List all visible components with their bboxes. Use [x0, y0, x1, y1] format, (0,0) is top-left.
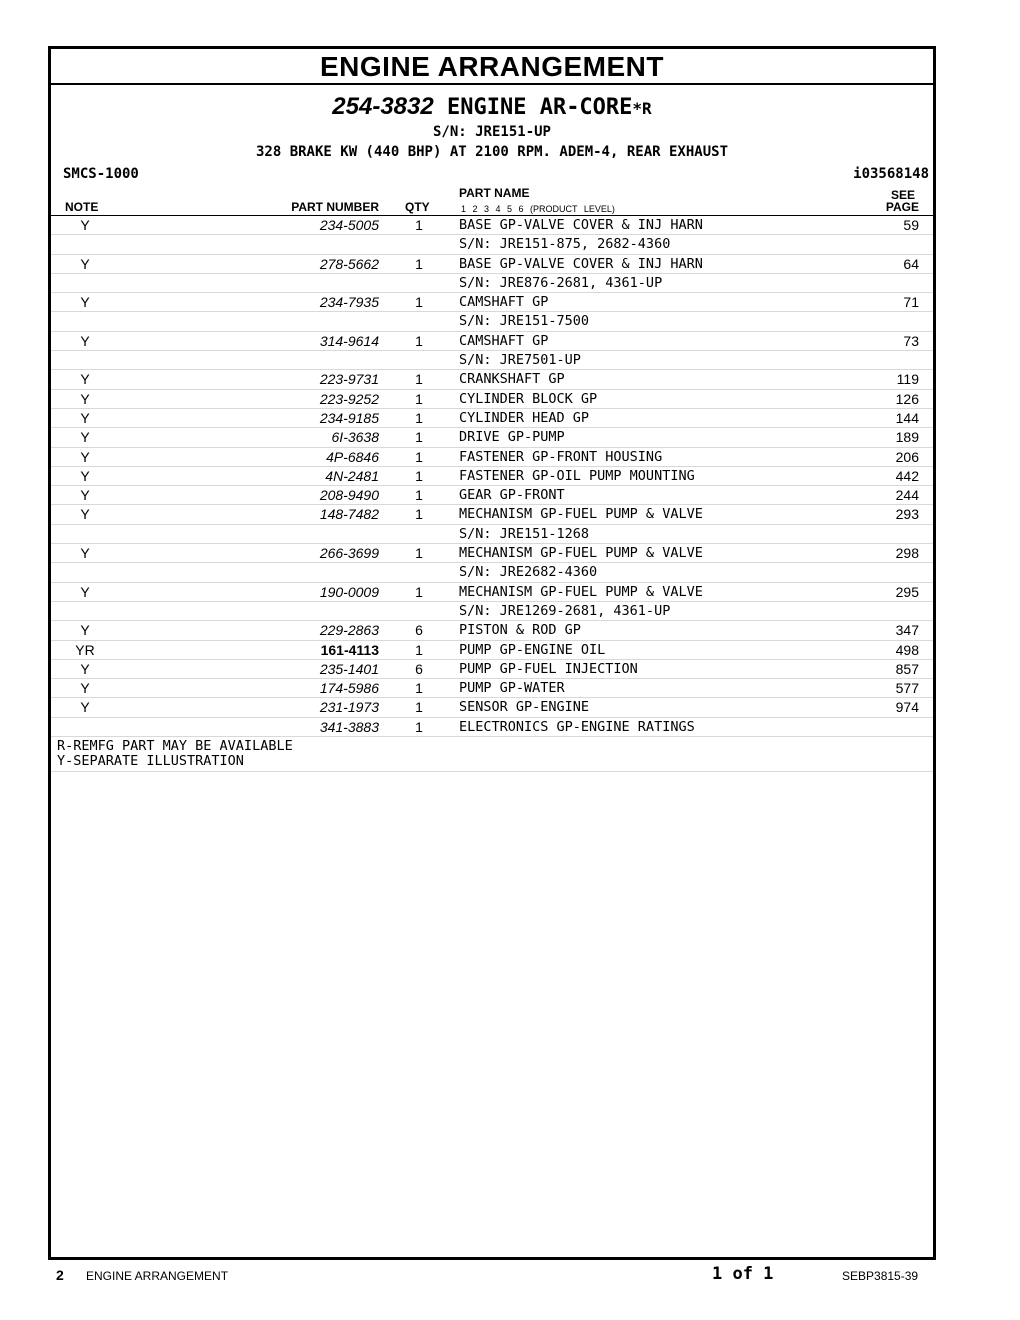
note-cell: Y — [80, 467, 90, 484]
see-page-cell: 498 — [895, 641, 919, 658]
page-footer — [0, 1266, 1020, 1286]
note-cell: Y — [80, 409, 90, 426]
part-name-cell: DRIVE GP-PUMP — [459, 429, 565, 446]
table-row — [51, 448, 933, 467]
column-note: NOTE — [65, 200, 99, 214]
table-row — [51, 544, 933, 563]
note-cell: Y — [80, 680, 90, 697]
part-number-cell: 231-1973 — [319, 699, 379, 716]
see-page-cell: 298 — [895, 545, 919, 562]
table-row — [51, 428, 933, 447]
note-cell: Y — [80, 622, 90, 639]
column-qty: QTY — [405, 200, 430, 214]
part-name-cell: S/N: JRE876-2681, 4361-UP — [459, 274, 663, 291]
assembly-part-number: 254-3832 — [332, 93, 434, 120]
part-name-cell: FASTENER GP-OIL PUMP MOUNTING — [459, 467, 695, 484]
note-cell: Y — [80, 506, 90, 523]
qty-cell: 1 — [415, 467, 423, 484]
see-page-cell: 974 — [895, 699, 919, 716]
column-headers — [51, 185, 933, 216]
see-page-cell: 189 — [895, 429, 919, 446]
part-name-cell: PISTON & ROD GP — [459, 622, 581, 639]
note-cell: Y — [80, 699, 90, 716]
part-number-cell: 4N-2481 — [325, 467, 379, 484]
table-row — [51, 505, 933, 524]
part-name-cell: CAMSHAFT GP — [459, 332, 549, 349]
see-page-cell: 295 — [895, 583, 919, 600]
part-number-cell: 234-9185 — [319, 409, 379, 426]
part-name-cell: MECHANISM GP-FUEL PUMP & VALVE — [459, 506, 703, 523]
table-row — [51, 409, 933, 428]
see-page-cell: 244 — [895, 487, 919, 504]
part-name-cell: S/N: JRE151-7500 — [459, 313, 590, 330]
see-page-cell: 71 — [903, 294, 919, 311]
footer-page-count: 1 of 1 — [712, 1264, 774, 1284]
qty-cell: 1 — [415, 506, 423, 523]
note-cell: Y — [80, 294, 90, 311]
qty-cell: 1 — [415, 545, 423, 562]
assembly-name: ENGINE AR-CORE — [446, 95, 633, 120]
part-number-cell: 229-2863 — [319, 622, 379, 639]
see-page-cell: 442 — [895, 467, 919, 484]
part-name-cell: S/N: JRE2682-4360 — [459, 564, 598, 581]
part-name-cell: PUMP GP-FUEL INJECTION — [459, 660, 638, 677]
note-cell: Y — [80, 371, 90, 388]
part-number-cell: 174-5986 — [319, 680, 379, 697]
part-name-cell: MECHANISM GP-FUEL PUMP & VALVE — [459, 545, 703, 562]
qty-cell: 1 — [415, 409, 423, 426]
table-row — [51, 235, 933, 254]
table-row — [51, 370, 933, 389]
see-page-cell: 73 — [903, 332, 919, 349]
table-row — [51, 602, 933, 621]
table-row — [51, 718, 933, 737]
note-cell: Y — [80, 332, 90, 349]
column-part-name: PART NAME — [459, 186, 530, 200]
table-row — [51, 525, 933, 544]
column-see: SEE — [890, 188, 915, 202]
table-row — [51, 332, 933, 351]
page-title: ENGINE ARRANGEMENT — [51, 49, 933, 85]
part-number-cell: 148-7482 — [319, 506, 379, 523]
part-name-cell: ELECTRONICS GP-ENGINE RATINGS — [459, 718, 695, 735]
part-number-cell: 161-4113 — [320, 641, 379, 658]
see-page-cell: 347 — [895, 622, 919, 639]
see-page-cell: 126 — [895, 390, 919, 407]
table-row — [51, 351, 933, 370]
table-row — [51, 583, 933, 602]
part-name-cell: MECHANISM GP-FUEL PUMP & VALVE — [459, 583, 703, 600]
see-page-cell: 293 — [895, 506, 919, 523]
see-page-cell: 857 — [895, 660, 919, 677]
qty-cell: 6 — [415, 622, 423, 639]
qty-cell: 1 — [415, 390, 423, 407]
table-row — [51, 274, 933, 293]
qty-cell: 1 — [415, 487, 423, 504]
smcs-code: SMCS-1000 — [63, 166, 139, 182]
qty-cell: 1 — [415, 217, 423, 233]
table-row — [51, 679, 933, 698]
smcs-row — [51, 163, 933, 185]
table-row — [51, 641, 933, 660]
footer-page-number: 2 — [56, 1267, 64, 1283]
part-number-cell: 208-9490 — [319, 487, 379, 504]
footer-document-id: SEBP3815-39 — [842, 1269, 919, 1283]
note-cell: Y — [80, 545, 90, 562]
legend-note: Y-SEPARATE ILLUSTRATION — [57, 753, 244, 770]
part-name-cell: CYLINDER HEAD GP — [459, 409, 590, 426]
part-name-cell: S/N: JRE151-875, 2682-4360 — [459, 236, 671, 253]
qty-cell: 1 — [415, 448, 423, 465]
note-cell: Y — [80, 217, 90, 233]
part-name-cell: BASE GP-VALVE COVER & INJ HARN — [459, 217, 703, 233]
part-name-cell: CYLINDER BLOCK GP — [459, 390, 598, 407]
assembly-serial: S/N: JRE151-UP — [432, 124, 551, 140]
part-number-cell: 4P-6846 — [326, 448, 379, 465]
part-number-cell: 223-9252 — [319, 390, 379, 407]
part-name-cell: SENSOR GP-ENGINE — [459, 699, 590, 716]
qty-cell: 1 — [415, 699, 423, 716]
note-cell: Y — [80, 255, 90, 272]
note-cell: Y — [80, 583, 90, 600]
see-page-cell: 64 — [903, 255, 919, 272]
see-page-cell: 144 — [895, 409, 919, 426]
qty-cell: 1 — [415, 718, 423, 735]
qty-cell: 1 — [415, 255, 423, 272]
part-number-cell: 278-5662 — [319, 255, 379, 272]
footer-section: ENGINE ARRANGEMENT — [86, 1269, 229, 1283]
see-page-cell: 577 — [895, 680, 919, 697]
part-number-cell: 234-5005 — [319, 217, 379, 233]
parts-page-frame — [48, 46, 936, 1260]
qty-cell: 6 — [415, 660, 423, 677]
part-name-cell: S/N: JRE7501-UP — [459, 352, 581, 369]
see-page-cell: 119 — [896, 371, 919, 388]
see-page-cell: 59 — [903, 217, 919, 233]
part-number-cell: 235-1401 — [319, 660, 379, 677]
assembly-heading — [51, 93, 933, 123]
see-page-cell: 206 — [895, 448, 919, 465]
legend-notes — [51, 737, 933, 772]
part-number-cell: 223-9731 — [319, 371, 379, 388]
table-row — [51, 390, 933, 409]
qty-cell: 1 — [415, 429, 423, 446]
assembly-description: 328 BRAKE KW (440 BHP) AT 2100 RPM. ADEM-4, REAR EXHAUST — [255, 144, 728, 160]
part-number-cell: 6I-3638 — [331, 429, 379, 446]
part-number-cell: 341-3883 — [319, 718, 379, 735]
qty-cell: 1 — [415, 332, 423, 349]
qty-cell: 1 — [415, 641, 423, 658]
table-row — [51, 467, 933, 486]
column-part-number: PART NUMBER — [291, 200, 379, 214]
table-row — [51, 660, 933, 679]
part-name-cell: S/N: JRE151-1268 — [459, 525, 590, 542]
core-mark: *R — [632, 99, 652, 118]
note-cell: Y — [80, 429, 90, 446]
note-cell: YR — [75, 641, 95, 658]
qty-cell: 1 — [415, 294, 423, 311]
illustration-id: i03568148 — [853, 166, 929, 182]
qty-cell: 1 — [415, 371, 423, 388]
part-name-cell: GEAR GP-FRONT — [459, 487, 565, 504]
table-row — [51, 293, 933, 312]
table-row — [51, 621, 933, 640]
table-row — [51, 216, 933, 235]
parts-table — [51, 216, 933, 737]
part-number-cell: 234-7935 — [319, 294, 379, 311]
part-number-cell: 266-3699 — [319, 545, 379, 562]
part-number-cell: 314-9614 — [319, 332, 379, 349]
note-cell: Y — [80, 487, 90, 504]
part-name-cell: PUMP GP-WATER — [459, 680, 565, 697]
part-name-cell: BASE GP-VALVE COVER & INJ HARN — [459, 255, 703, 272]
part-name-cell: FASTENER GP-FRONT HOUSING — [459, 448, 663, 465]
part-name-cell: CAMSHAFT GP — [459, 294, 549, 311]
note-cell: Y — [80, 660, 90, 677]
part-name-cell: PUMP GP-ENGINE OIL — [459, 641, 606, 658]
qty-cell: 1 — [415, 583, 423, 600]
legend-note: R-REMFG PART MAY BE AVAILABLE — [57, 738, 293, 755]
column-product-levels: 1 2 3 4 5 6 (PRODUCT LEVEL) — [461, 204, 615, 214]
table-row — [51, 255, 933, 274]
note-cell: Y — [80, 390, 90, 407]
table-row — [51, 486, 933, 505]
table-row — [51, 563, 933, 582]
part-number-cell: 190-0009 — [319, 583, 379, 600]
qty-cell: 1 — [415, 680, 423, 697]
column-page: PAGE — [885, 200, 919, 214]
table-row — [51, 698, 933, 717]
part-name-cell: CRANKSHAFT GP — [459, 371, 565, 388]
note-cell: Y — [80, 448, 90, 465]
table-row — [51, 312, 933, 331]
part-name-cell: S/N: JRE1269-2681, 4361-UP — [459, 602, 671, 619]
